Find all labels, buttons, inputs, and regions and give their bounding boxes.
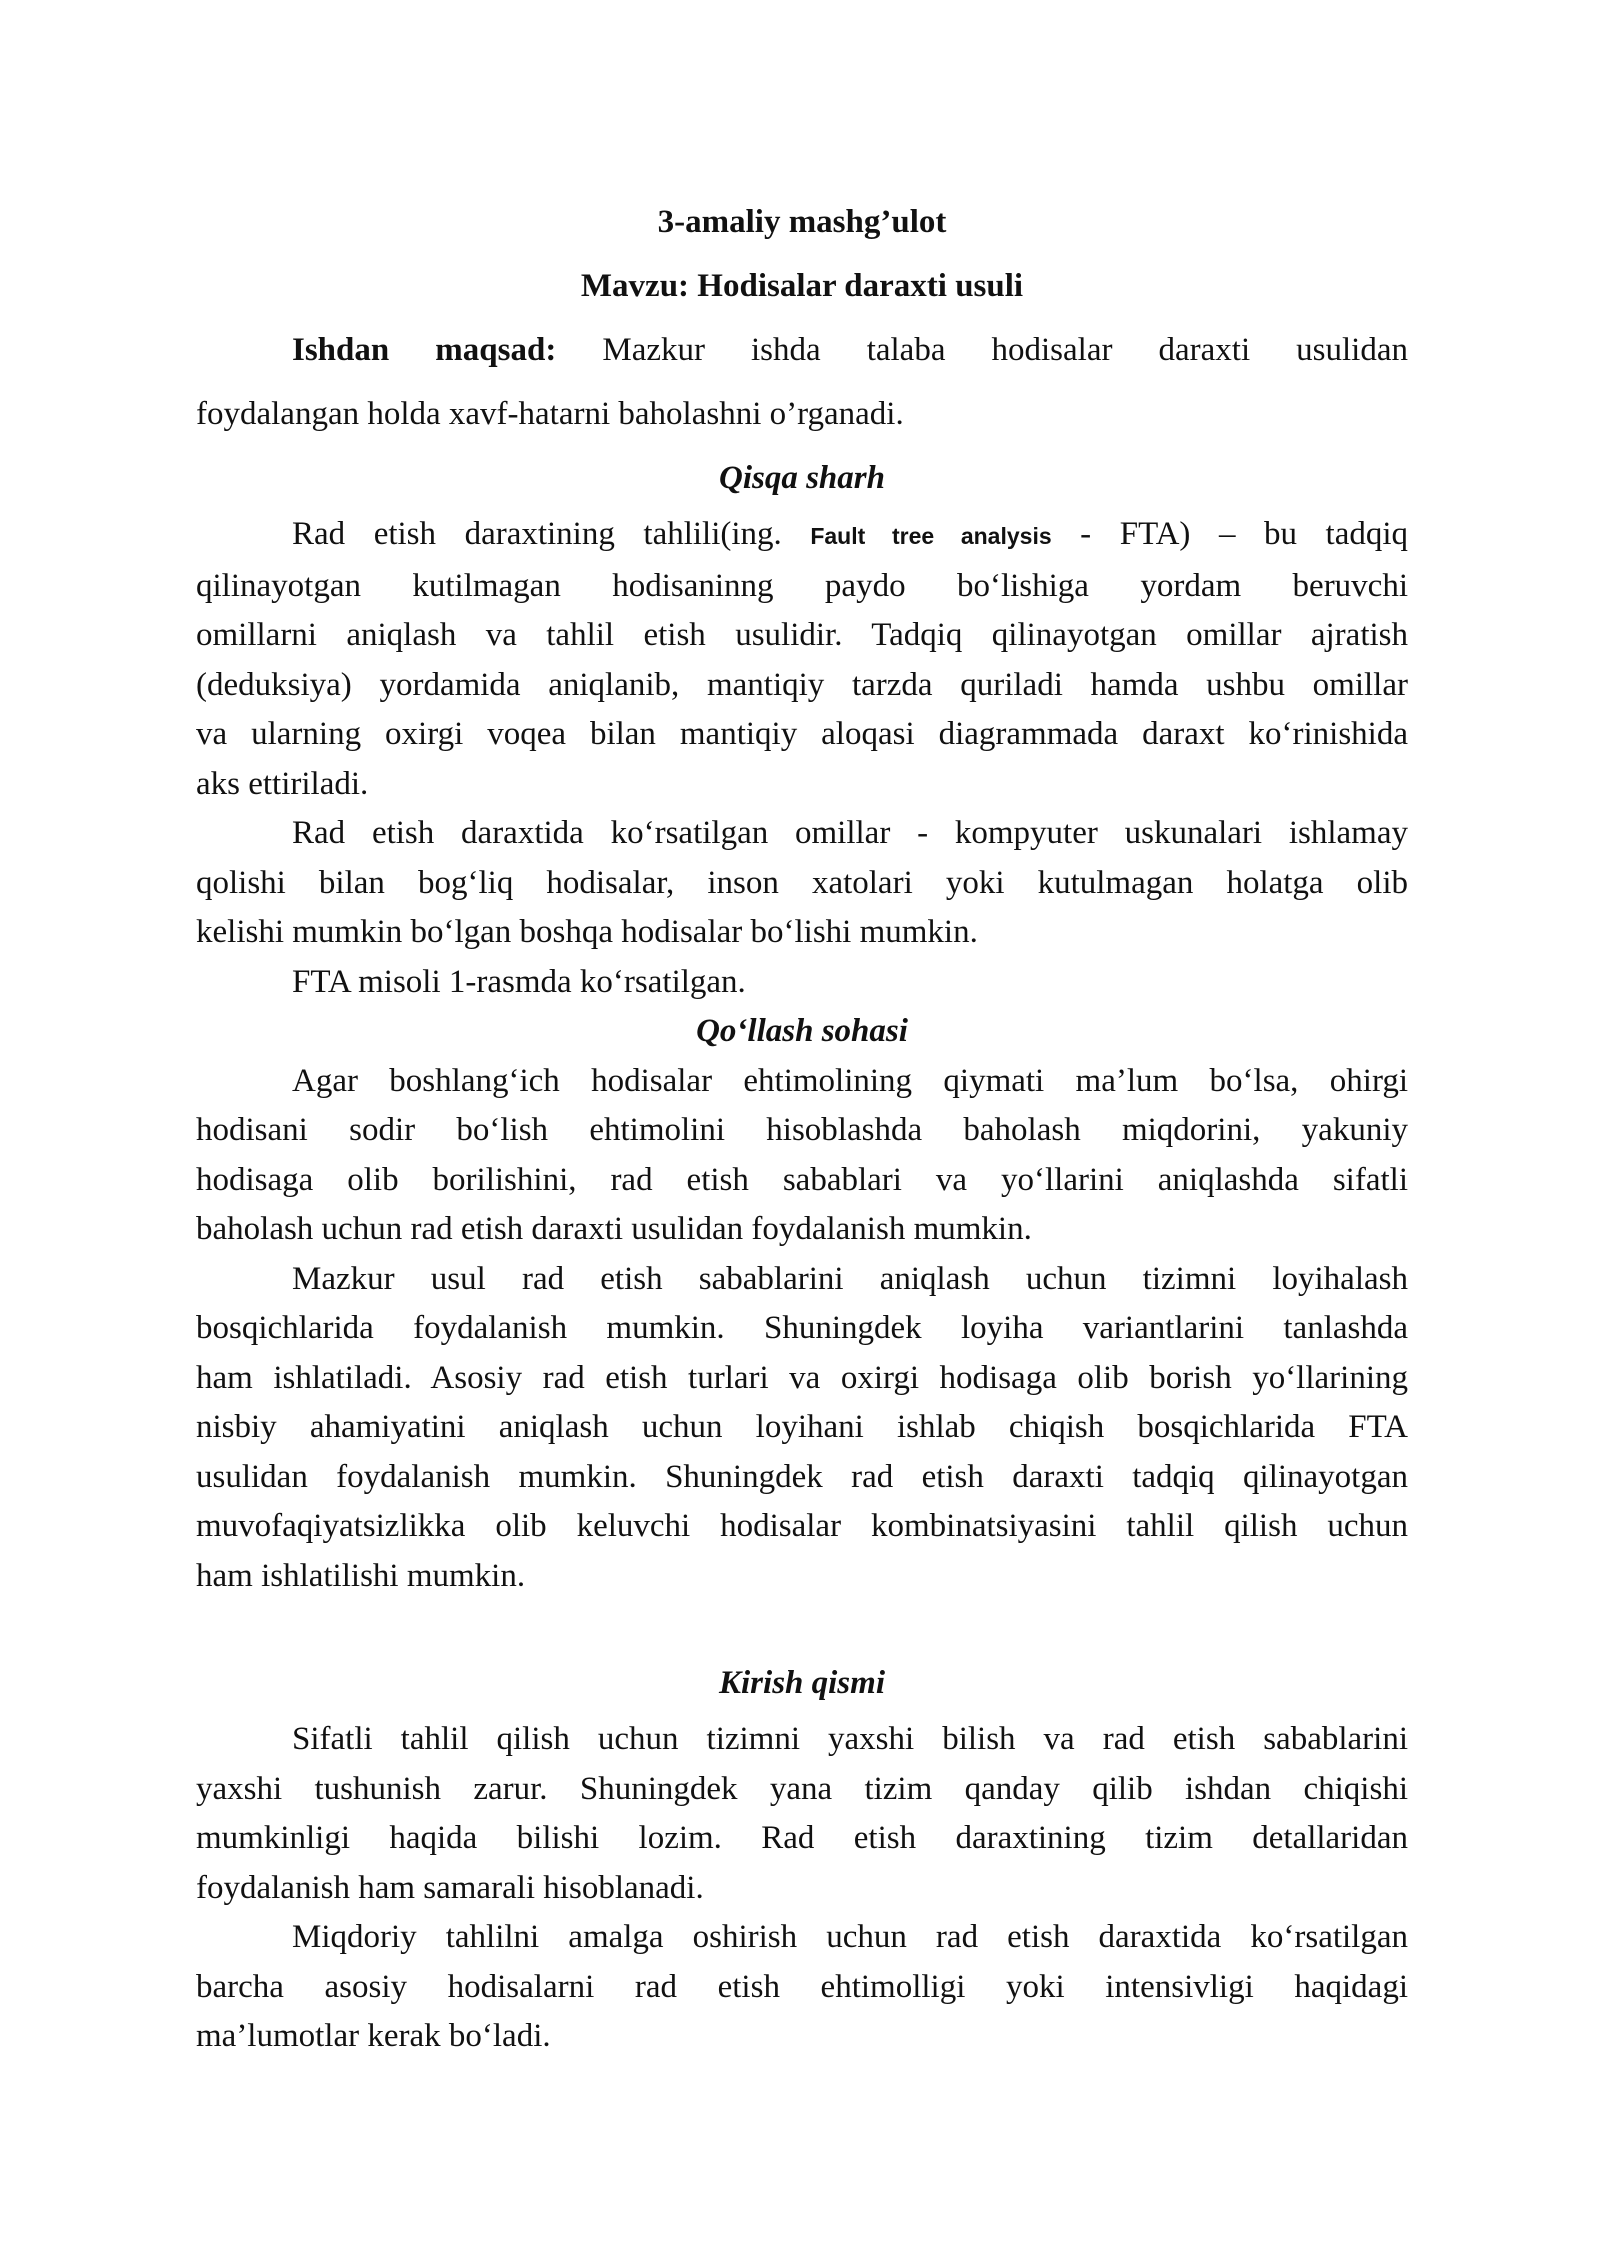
qisqa-p3: FTA misoli 1-rasmda ko‘rsatilgan. [292,963,746,1000]
heading-qisqa-sharh: Qisqa sharh [719,460,885,496]
kirish-p2-line: barcha asosiy hodisalarni rad etish ehtimolligi yoki intensivligi haqidagi [196,1968,1408,2005]
qollash-p2-line: ham ishlatiladi. Asosiy rad etish turlari va oxirgi hodisaga olib borish yo‘llarining [196,1359,1408,1396]
document-topic: Mavzu: Hodisalar daraxti usuli [580,268,1024,304]
qollash-p2-line: muvofaqiyatsizlikka olib keluvchi hodisalar kombinatsiyasini tahlil qilish uchun [196,1508,1408,1544]
qisqa-p1-line: (deduksiya) yordamida aniqlanib, mantiqiy tarzda quriladi hamda ushbu omillar [196,666,1408,703]
qollash-p2-line: bosqichlarida foydalanish mumkin. Shuningdek loyiha variantlarini tanlashda [196,1310,1408,1346]
qollash-p1-line: Agar boshlang‘ich hodisalar ehtimolining qiymati ma’lum bo‘lsa, ohirgi [292,1062,1408,1099]
kirish-p1-line: foydalanish ham samarali hisoblanadi. [196,1869,704,1906]
section-spacer [196,1601,1408,1651]
qisqa-p2-line: kelishi mumkin bo‘lgan boshqa hodisalar bo‘lishi mumkin. [196,914,978,950]
document-body [196,190,1408,2062]
qisqa-p2-line: qolishi bilan bog‘liq hodisalar, inson xatolari yoki kutulmagan holatga olib [196,864,1408,901]
heading-qollash-sohasi: Qo‘llash sohasi [696,1013,908,1049]
qisqa-p1-line-1: Rad etish daraxtining tahlili(ing. Fault tree analysis - FTA) – bu tadqiq [292,516,1409,552]
qisqa-p1-line: va ularning oxirgi voqea bilan mantiqiy aloqasi diagrammada daraxt ko‘rinishida [196,716,1408,752]
qollash-p1-line: hodisani sodir bo‘lish ehtimolini hisoblashda baholash miqdorini, yakuniy [196,1112,1408,1148]
kirish-p2-line: Miqdoriy tahlilni amalga oshirish uchun rad etish daraxtida ko‘rsatilgan [292,1919,1408,1955]
qisqa-p1-line: qilinayotgan kutilmagan hodisaninng paydo bo‘lishiga yordam beruvchi [196,567,1408,604]
document-title: 3-amaliy mashg’ulot [657,204,947,240]
heading-kirish-qismi: Kirish qismi [719,1665,885,1701]
qisqa-p2-line: Rad etish daraxtida ko‘rsatilgan omillar - kompyuter uskunalari ishlamay [292,815,1408,851]
qollash-p2-line: usulidan foydalanish mumkin. Shuningdek rad etish daraxti tadqiq qilinayotgan [196,1458,1408,1495]
goal-label: Ishdan maqsad: [292,332,557,368]
qollash-p2-line: ham ishlatilishi mumkin. [196,1557,526,1594]
kirish-p1-line: yaxshi tushunish zarur. Shuningdek yana tizim qanday qilib ishdan chiqishi [196,1770,1408,1807]
fault-tree-term: Fault tree analysis [810,523,1052,549]
qollash-p1-line: baholash uchun rad etish daraxti usulidan foydalanish mumkin. [196,1211,1032,1247]
kirish-p1-line: Sifatli tahlil qilish uchun tizimni yaxshi bilish va rad etish sabablarini [292,1721,1408,1757]
kirish-p1-line: mumkinligi haqida bilishi lozim. Rad etish daraxtining tizim detallaridan [196,1820,1408,1856]
qollash-p2-line: Mazkur usul rad etish sabablarini aniqlash uchun tizimni loyihalash [292,1260,1408,1297]
goal-line-2: foydalangan holda xavf-hatarni baholashni o’rganadi. [196,396,904,432]
kirish-p2-line: ma’lumotlar kerak bo‘ladi. [196,2018,551,2054]
goal-text: Mazkur ishda talaba hodisalar daraxti usulidan [556,332,1408,368]
qisqa-p1-line: aks ettiriladi. [196,765,369,802]
goal-line-1 [196,318,1408,382]
qisqa-p1-line: omillarni aniqlash va tahlil etish usulidir. Tadqiq qilinayotgan omillar ajratish [196,617,1408,653]
qollash-p1-line: hodisaga olib borilishini, rad etish sabablari va yo‘llarini aniqlashda sifatli [196,1161,1408,1198]
qollash-p2-line: nisbiy ahamiyatini aniqlash uchun loyihani ishlab chiqish bosqichlarida FTA [196,1409,1408,1445]
